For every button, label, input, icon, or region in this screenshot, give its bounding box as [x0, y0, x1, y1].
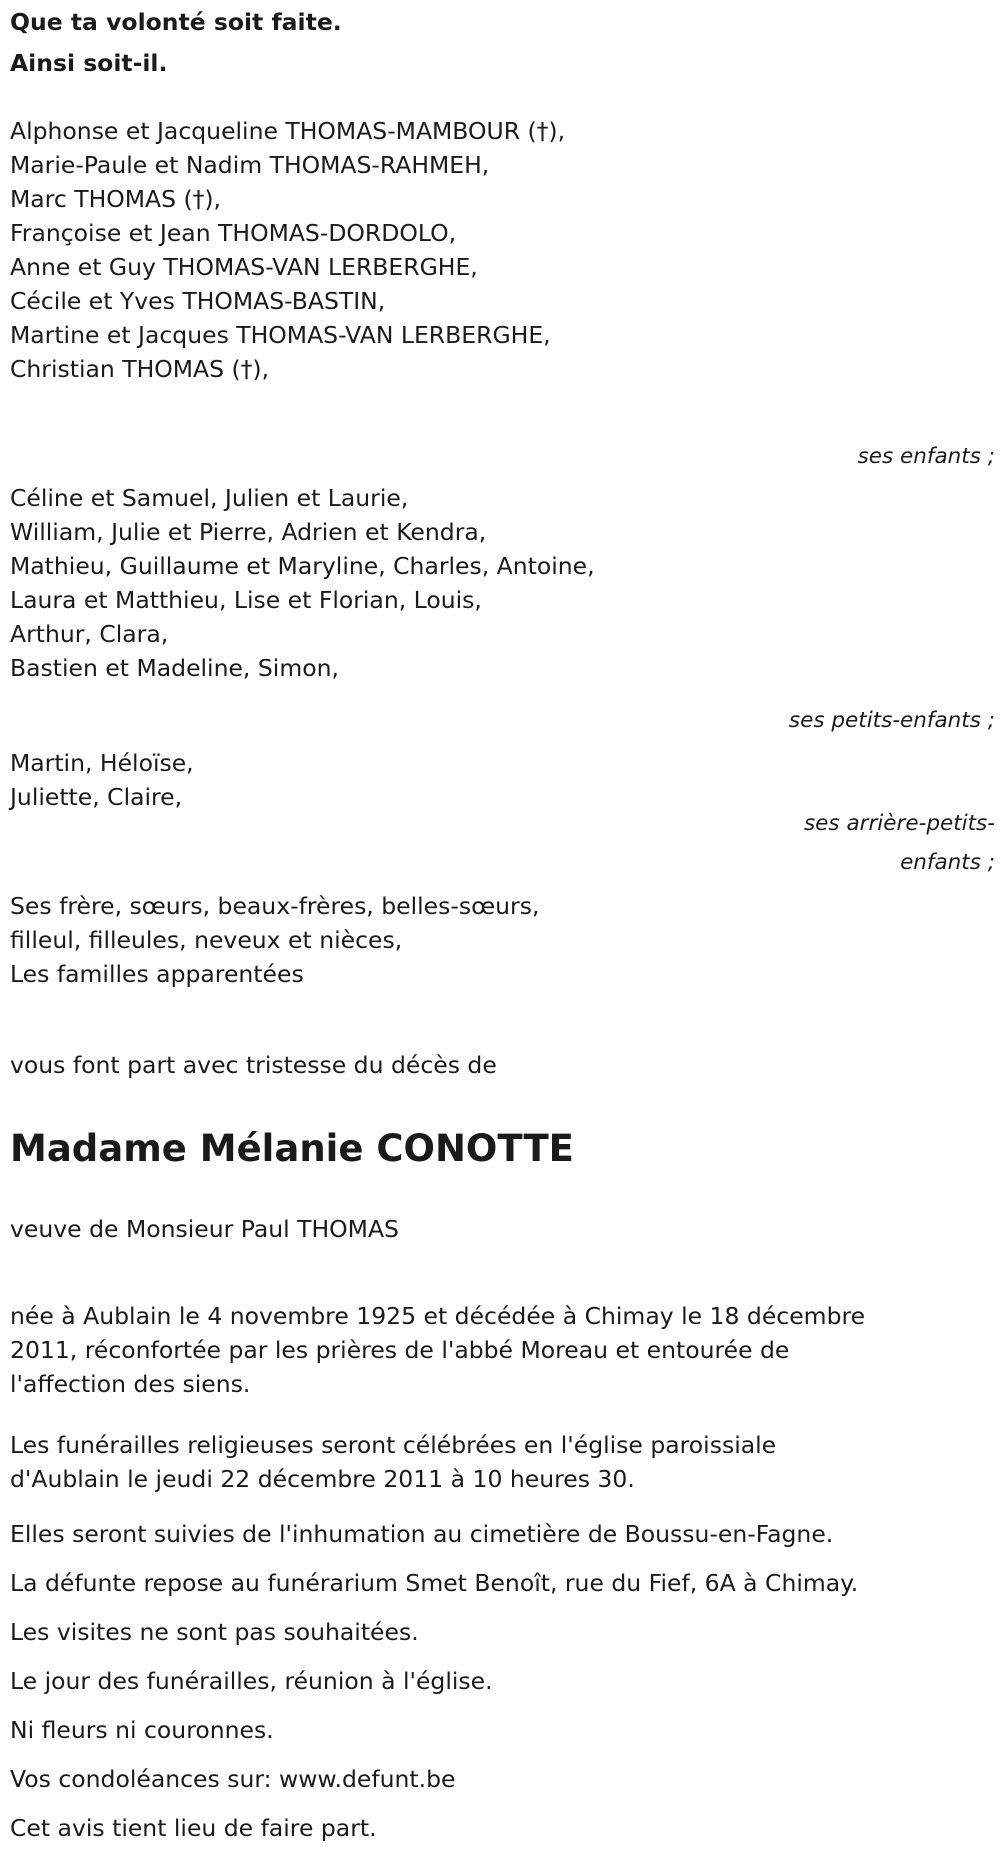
grandchildren-line: Céline et Samuel, Julien et Laurie,	[10, 484, 409, 512]
grandchildren-line: Arthur, Clara,	[10, 620, 169, 648]
grandchildren-line: Bastien et Madeline, Simon,	[10, 654, 339, 682]
grandchildren-role-label: ses petits-enfants ;	[788, 708, 995, 733]
children-line: Anne et Guy THOMAS-VAN LERBERGHE,	[10, 253, 478, 281]
children-line: Marc THOMAS (†),	[10, 185, 222, 213]
birth-death-line: 2011, réconfortée par les prières de l'abbé Moreau et entourée de	[10, 1336, 790, 1364]
grandchildren-line: William, Julie et Pierre, Adrien et Kendra,	[10, 518, 487, 546]
widow-of-text: veuve de Monsieur Paul THOMAS	[10, 1215, 399, 1243]
funeral-paragraph	[10, 1425, 995, 1499]
condolences-detail: Vos condoléances sur: www.defunt.be	[10, 1765, 456, 1793]
great-grandchildren-role-label-2: enfants ;	[900, 850, 995, 875]
children-line: Cécile et Yves THOMAS-BASTIN,	[10, 287, 386, 315]
prayer-line-1: Que ta volonté soit faite.	[10, 8, 342, 36]
funeral-line: Les funérailles religieuses seront célébrées en l'église paroissiale	[10, 1431, 777, 1459]
birth-death-line: née à Aublain le 4 novembre 1925 et décédée à Chimay le 18 décembre	[10, 1302, 866, 1330]
announcement-text: vous font part avec tristesse du décès de	[10, 1051, 497, 1079]
visits-detail: Les visites ne sont pas souhaitées.	[10, 1618, 419, 1646]
children-line: Alphonse et Jacqueline THOMAS-MAMBOUR (†),	[10, 117, 566, 145]
funeral-line: d'Aublain le jeudi 22 décembre 2011 à 10 heures 30.	[10, 1465, 635, 1493]
burial-detail: Elles seront suivies de l'inhumation au cimetière de Boussu-en-Fagne.	[10, 1520, 834, 1548]
children-role-label: ses enfants ;	[857, 444, 995, 469]
great-grandchildren-line: Martin, Héloïse,	[10, 749, 194, 777]
flowers-detail: Ni fleurs ni couronnes.	[10, 1716, 274, 1744]
great-grandchildren-line: Juliette, Claire,	[10, 783, 183, 811]
children-line: Marie-Paule et Nadim THOMAS-RAHMEH,	[10, 151, 490, 179]
children-line: Christian THOMAS (†),	[10, 355, 270, 383]
funerarium-detail: La défunte repose au funérarium Smet Benoît, rue du Fief, 6A à Chimay.	[10, 1569, 859, 1597]
birth-death-paragraph	[10, 1296, 995, 1404]
children-line: Françoise et Jean THOMAS-DORDOLO,	[10, 219, 457, 247]
great-grandchildren-role-label-1: ses arrière-petits-	[803, 811, 995, 836]
relatives-line: filleul, filleules, neveux et nièces,	[10, 926, 403, 954]
birth-death-line: l'affection des siens.	[10, 1370, 251, 1398]
relatives-line: Les familles apparentées	[10, 960, 304, 988]
grandchildren-line: Mathieu, Guillaume et Maryline, Charles, Antoine,	[10, 552, 595, 580]
relatives-line: Ses frère, sœurs, beaux-frères, belles-sœurs,	[10, 892, 540, 920]
notice-detail: Cet avis tient lieu de faire part.	[10, 1814, 377, 1842]
grandchildren-group	[10, 478, 995, 688]
children-group	[10, 111, 995, 389]
relatives-group	[10, 886, 995, 994]
children-line: Martine et Jacques THOMAS-VAN LERBERGHE,	[10, 321, 551, 349]
deceased-name: Madame Mélanie CONOTTE	[10, 1127, 574, 1170]
prayer-line-2: Ainsi soit-il.	[10, 49, 168, 77]
grandchildren-line: Laura et Matthieu, Lise et Florian, Louis,	[10, 586, 482, 614]
meeting-detail: Le jour des funérailles, réunion à l'église.	[10, 1667, 493, 1695]
